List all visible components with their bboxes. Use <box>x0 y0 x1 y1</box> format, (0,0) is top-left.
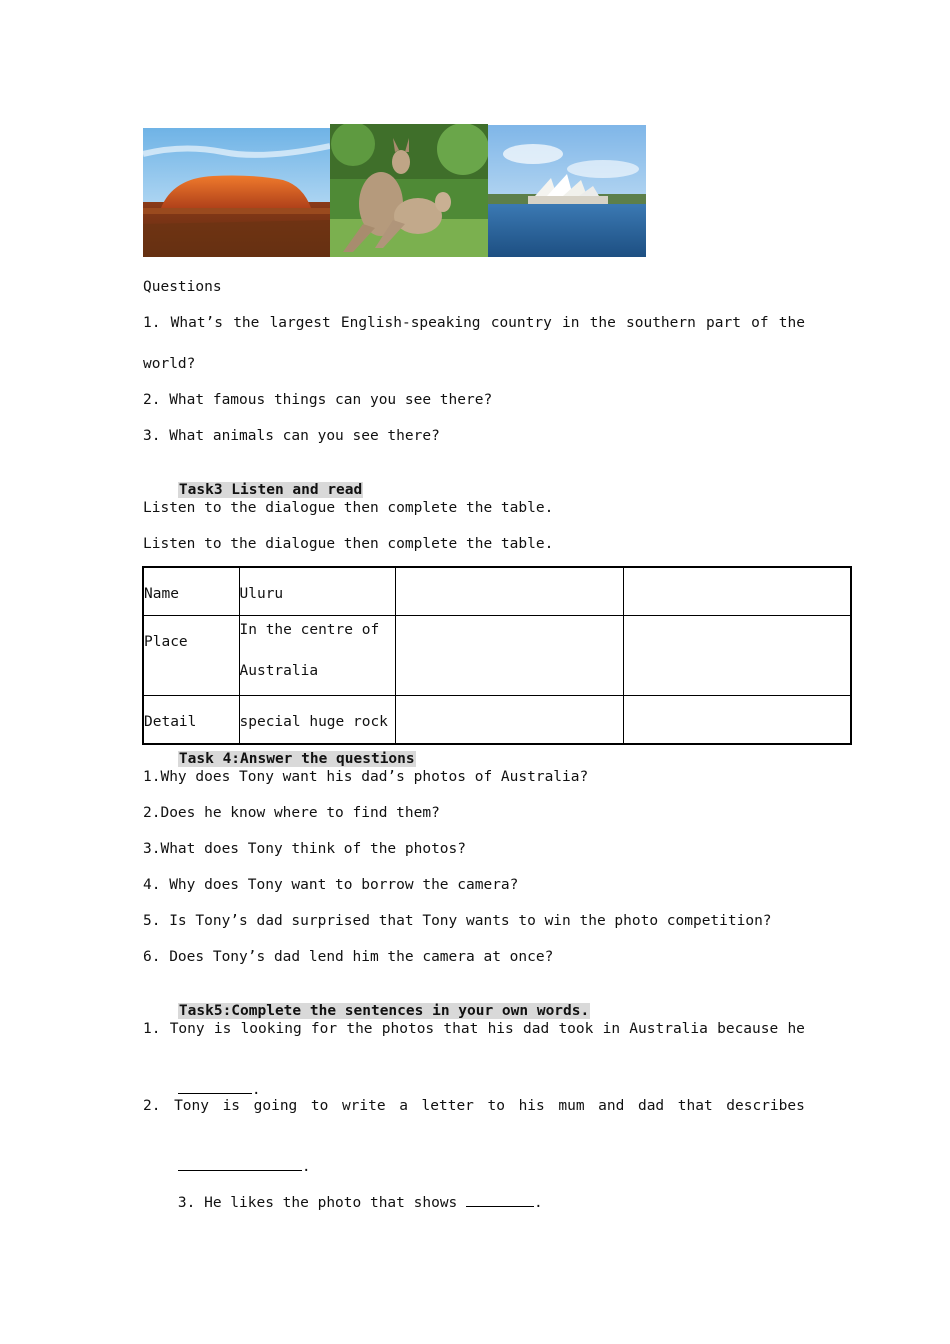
task5-sentence-1 <box>143 1020 805 1038</box>
uluru-rock-photo <box>143 128 330 257</box>
question-1-word: country <box>490 315 552 331</box>
question-1-continuation: world? <box>143 356 196 372</box>
sentence-1-word: 1. <box>143 1021 161 1037</box>
sentence-1-word: photos <box>381 1021 435 1037</box>
task4-question-5: 5. Is Tony’s dad surprised that Tony wants to win the photo competition? <box>143 913 772 929</box>
sentence-1-end: . <box>251 1082 261 1098</box>
sentence-2-word: his <box>518 1098 545 1114</box>
answer-blank[interactable] <box>178 1156 302 1171</box>
answer-blank[interactable] <box>178 1079 252 1094</box>
sentence-2-word: that <box>677 1098 713 1114</box>
table-row <box>143 567 851 616</box>
sentence-1-word: the <box>346 1021 373 1037</box>
task4-question-3: 3.What does Tony think of the photos? <box>143 841 467 857</box>
task4-question-2: 2.Does he know where to find them? <box>143 805 440 821</box>
sentence-1-word: Tony <box>169 1021 205 1037</box>
row-value-place <box>239 616 395 696</box>
question-1-word: the <box>233 315 260 331</box>
task4-question-6: 6. Does Tony’s dad lend him the camera at once? <box>143 949 554 965</box>
sentence-2-word: mum <box>558 1098 585 1114</box>
task3-heading-text: Task3 Listen and read <box>178 482 363 498</box>
sentence-2-word: to <box>310 1098 329 1114</box>
sentence-1-word: dad <box>523 1021 550 1037</box>
empty-answer-cell[interactable] <box>395 616 623 696</box>
questions-heading: Questions <box>143 279 222 295</box>
task3-instruction-2: Listen to the dialogue then complete the table. <box>143 536 554 552</box>
sentence-2-word: letter <box>421 1098 474 1114</box>
sentence-1-word: because <box>717 1021 779 1037</box>
sentence-2-word: 2. <box>143 1098 161 1114</box>
sentence-3-text: 3. He likes the photo that shows <box>177 1195 467 1211</box>
question-1-word: English-speaking <box>340 315 481 331</box>
task3-instruction-1: Listen to the dialogue then complete the table. <box>143 500 554 516</box>
question-1-word: the <box>778 315 805 331</box>
question-1-word: 1. <box>143 315 161 331</box>
sentence-2-word: to <box>487 1098 505 1114</box>
sentence-2-word: Tony <box>174 1098 209 1114</box>
question-1-word: of <box>751 315 769 331</box>
task5-sentence-3 <box>143 1174 543 1230</box>
sentence-1-word: for <box>310 1021 338 1037</box>
table-row <box>143 616 851 696</box>
row-value-detail: special huge rock <box>239 696 395 745</box>
empty-answer-cell[interactable] <box>623 696 851 745</box>
sentence-2-word: write <box>341 1098 386 1114</box>
task4-heading-text: Task 4:Answer the questions <box>178 751 415 767</box>
empty-answer-cell[interactable] <box>395 696 623 745</box>
empty-answer-cell[interactable] <box>395 567 623 616</box>
row-value-name: Uluru <box>239 567 395 616</box>
sentence-2-word: describes <box>726 1098 805 1114</box>
sentence-2-word: a <box>399 1098 408 1114</box>
task5-heading-text: Task5:Complete the sentences in your own words. <box>178 1003 590 1019</box>
sentence-2-word: is <box>222 1098 241 1114</box>
row-label-place: Place <box>143 616 239 696</box>
task5-sentence-2 <box>143 1097 805 1115</box>
sentence-3-end: . <box>534 1195 543 1211</box>
question-2: 2. What famous things can you see there? <box>143 392 493 408</box>
row-label-detail: Detail <box>143 696 239 745</box>
sentence-1-word: that <box>443 1021 479 1037</box>
sentence-1-word: Australia <box>629 1021 708 1037</box>
sentence-1-word: took <box>558 1021 594 1037</box>
kangaroo-photo <box>330 124 489 257</box>
sentence-2-word: dad <box>637 1098 665 1114</box>
question-1-word: What’s <box>170 315 224 331</box>
sentence-1-word: looking <box>240 1021 302 1037</box>
sentence-1-word: is <box>213 1021 232 1037</box>
photo-strip <box>143 124 646 257</box>
empty-answer-cell[interactable] <box>623 567 851 616</box>
info-table <box>142 566 852 745</box>
sentence-2-word: and <box>598 1098 625 1114</box>
task4-question-1: 1.Why does Tony want his dad’s photos of Australia? <box>143 769 589 785</box>
sentence-1-word: in <box>602 1021 621 1037</box>
sentence-2-word: going <box>253 1098 298 1114</box>
sentence-2-end: . <box>301 1159 311 1175</box>
row-label-name: Name <box>143 567 239 616</box>
empty-answer-cell[interactable] <box>623 616 851 696</box>
question-3: 3. What animals can you see there? <box>143 428 440 444</box>
sydney-opera-house-photo <box>488 125 646 257</box>
question-1-word: the <box>589 315 616 331</box>
row-value-place-text: In the centre of Australia <box>239 622 380 679</box>
question-1-word: part <box>706 315 741 331</box>
question-1-word: largest <box>269 315 331 331</box>
question-1-word: in <box>562 315 580 331</box>
sentence-1-word: he <box>787 1021 805 1037</box>
task4-question-4: 4. Why does Tony want to borrow the camera? <box>143 877 519 893</box>
question-1-line <box>143 314 805 332</box>
answer-blank[interactable] <box>466 1192 534 1207</box>
question-1-word: southern <box>626 315 696 331</box>
sentence-1-word: his <box>487 1021 514 1037</box>
